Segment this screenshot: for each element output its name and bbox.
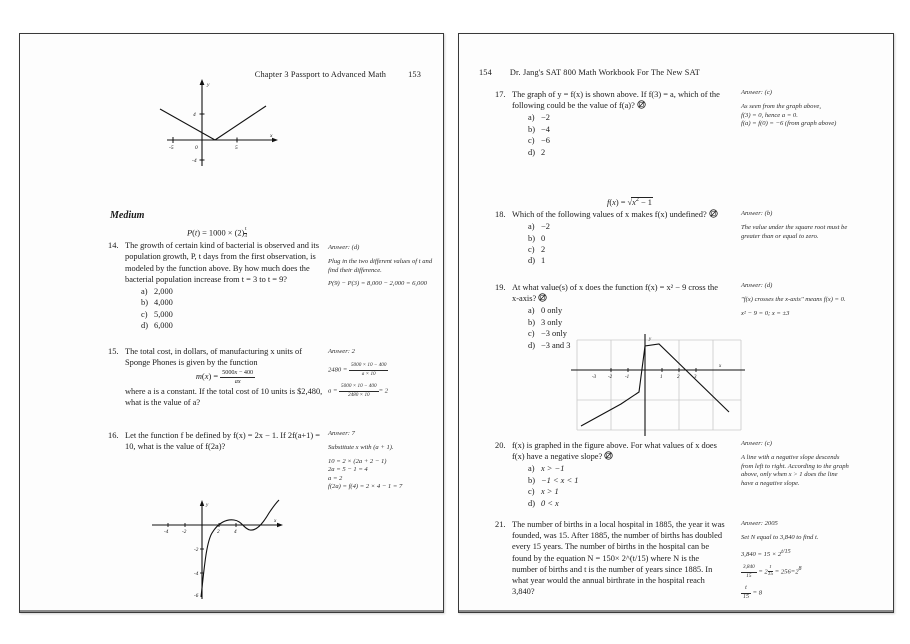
answer-19-label: Answer: (d): [741, 282, 773, 289]
answer-17: [741, 89, 849, 129]
q18-stem: [512, 209, 725, 220]
q14-option-d-text: 6,000: [154, 321, 173, 331]
answer-17-explanation-1: As seen from the graph above,: [741, 103, 821, 111]
answer-15: [328, 348, 436, 404]
section-label-medium: Medium: [110, 210, 145, 221]
svg-text:y: y: [649, 337, 652, 342]
svg-text:y: y: [206, 502, 209, 508]
q19-option-b[interactable]: [528, 317, 725, 328]
left-chapter-title: Chapter 3 Passport to Advanced Math: [254, 70, 387, 79]
svg-text:0: 0: [195, 145, 198, 151]
q20-stem: [512, 440, 725, 462]
svg-text:x: x: [719, 364, 722, 369]
q19-option-d-letter: d): [528, 340, 535, 350]
svg-text:3: 3: [694, 375, 697, 380]
q18-option-b-text: 0: [541, 233, 546, 243]
q18-option-c-text: 2: [541, 245, 546, 255]
q19-stem-text: At what value(s) of x does the function f(x) = x² − 9 cross the x-axis?: [512, 283, 718, 304]
q18-option-a-text: −2: [541, 222, 550, 232]
q17-number: 17.: [495, 90, 506, 99]
q16-stem: Let the function f be defined by f(x) = 2x − 1. If 2f(a+1) = 10, what is the value of f(2a)?: [125, 431, 320, 452]
q14-number: 14.: [108, 241, 119, 251]
answer-21-label: Answer: 2005: [741, 520, 778, 527]
q20-option-a[interactable]: [528, 463, 725, 474]
q20-option-a-letter: a): [528, 464, 535, 474]
answer-20-explanation-1: A line with a negative slope descends from left to right. According to the graph above, only when x > 1 does the line have a negative slope.: [741, 454, 849, 487]
answer-14-explanation-2: P(9) − P(3) = 8,000 − 2,000 = 6,000: [328, 280, 427, 288]
svg-text:-1: -1: [625, 375, 630, 380]
q17-option-b[interactable]: [528, 124, 725, 135]
answer-16-explanation-1: Substitute x with (a + 1).: [328, 444, 394, 452]
q14-option-b[interactable]: [141, 297, 326, 308]
q19-number: 19.: [495, 283, 506, 292]
answer-18: [741, 210, 849, 246]
q14-option-c-letter: c): [141, 309, 148, 319]
left-folio: 153: [408, 70, 421, 79]
no-calculator-icon: [709, 209, 718, 218]
answer-16-explanation-3: 2a = 5 − 1 = 4: [328, 466, 368, 474]
svg-text:-4: -4: [164, 529, 169, 535]
answer-18-explanation-1: The value under the square root must be greater than or equal to zero.: [741, 224, 848, 240]
q17-option-c[interactable]: [528, 135, 725, 146]
q18-option-b[interactable]: [528, 233, 725, 244]
q17-option-c-text: −6: [541, 136, 550, 146]
q20-option-b[interactable]: [528, 475, 725, 486]
q14-option-a[interactable]: [141, 286, 326, 297]
answer-14-label: Answer: (d): [328, 244, 360, 251]
q21-stem: The number of births in a local hospital in 1885, the year it was founded, was 15. After 1885, the number of births has doubled every 15 years. The number of births in the hospital can be found by the equation N = 150× 2^(t/15) where N is the number of births and t is the number of years since 1885. In what year would the annual birthrate in the hospital reach 3,840?: [512, 520, 725, 597]
q20-stem-text: f(x) is graphed in the figure above. For what values of x does f(x) have a negative slope?: [512, 441, 717, 462]
answer-17-explanation-3: f(a) = f(0) = −6 (from graph above): [741, 120, 837, 128]
q17-option-b-text: −4: [541, 124, 550, 134]
answer-15-label: Answer: 2: [328, 348, 355, 355]
q17-stem-text: The graph of y = f(x) is shown above. If f(3) = a, which of the following could be the value of f(a)?: [512, 90, 720, 111]
no-calculator-icon: [637, 100, 646, 109]
q19-stem: [512, 282, 725, 304]
q14-option-d[interactable]: [141, 320, 326, 331]
q15-number: 15.: [108, 347, 119, 356]
svg-text:4: 4: [193, 112, 196, 118]
svg-text:x: x: [270, 133, 273, 139]
answer-17-label: Answer: (c): [741, 89, 772, 96]
q18-option-d-text: 1: [541, 256, 546, 266]
answer-21-explanation-2: 3,840 = 15 × 2t/15: [741, 548, 791, 558]
right-book-title: Dr. Jang's SAT 800 Math Workbook For The New SAT: [509, 68, 701, 77]
q20-option-a-text: x > −1: [541, 464, 565, 474]
svg-text:5: 5: [235, 145, 238, 151]
q19-option-a-letter: a): [528, 306, 535, 316]
q14-option-a-letter: a): [141, 287, 148, 296]
q18-option-c[interactable]: [528, 244, 725, 255]
q16-number: 16.: [108, 431, 119, 440]
answer-20-label: Answer: (c): [741, 440, 772, 447]
svg-text:-2: -2: [194, 547, 199, 553]
q14-option-b-text: 4,000: [154, 298, 173, 308]
answer-15-explanation-2: a = $\frac{5000 \times 10 - 400}{2480 \times 10}$ = 2: [328, 383, 388, 398]
q18-stem-text: Which of the following values of x makes f(x) undefined?: [512, 210, 707, 219]
svg-text:2: 2: [217, 529, 220, 535]
q15-stem-part1: The total cost, in dollars, of manufacturing x units of Sponge Phones is given by the function: [125, 347, 302, 368]
answer-16-explanation-5: f(2a) = f(4) = 2 × 4 − 1 = 7: [328, 483, 403, 491]
answer-19-explanation-2: x² − 9 = 0; x = ±3: [741, 309, 790, 317]
answer-19: [741, 282, 849, 323]
q14-options: [141, 286, 326, 332]
q17-option-c-letter: c): [528, 136, 535, 146]
q17-option-b-letter: b): [528, 124, 535, 134]
answer-19-explanation-1: "f(x) crosses the x-axis" means f(x) = 0.: [741, 296, 846, 304]
q17-stem: [512, 89, 725, 111]
q15-stem-part2: where a is a constant. If the total cost of 10 units is $2,480, what is the value of a?: [125, 387, 323, 408]
svg-text:y: y: [207, 82, 210, 88]
q21-number: 21.: [495, 520, 506, 529]
svg-text:-5: -5: [169, 145, 174, 151]
q17-option-d-text: 2: [541, 147, 546, 157]
q18-option-c-letter: c): [528, 245, 535, 255]
q20-option-c[interactable]: [528, 486, 725, 497]
q20-option-d[interactable]: [528, 498, 725, 509]
q14-option-c[interactable]: [141, 309, 326, 320]
q19-option-a[interactable]: [528, 305, 725, 316]
figure-absolute-value-v-graph: [153, 76, 283, 176]
q20-option-d-letter: d): [528, 498, 535, 508]
q17-option-d-letter: d): [528, 147, 535, 157]
question-20: [495, 440, 725, 509]
svg-text:-2: -2: [608, 375, 613, 380]
q17-option-d[interactable]: [528, 147, 725, 158]
answer-14-explanation-1: Plug in the two different values of t and find their difference.: [328, 258, 433, 274]
no-calculator-icon: [538, 293, 547, 302]
svg-text:-2: -2: [182, 529, 187, 535]
q18-number: 18.: [495, 210, 506, 219]
q14-option-c-text: 5,000: [154, 309, 173, 319]
q19-option-a-text: 0 only: [541, 306, 563, 316]
q18-option-d-letter: d): [528, 256, 535, 266]
answer-20: [741, 440, 849, 493]
question-14: [108, 226, 326, 332]
q20-options: [528, 463, 725, 509]
question-18: [495, 194, 725, 267]
answer-16: [328, 430, 436, 491]
q18-option-b-letter: b): [528, 233, 535, 243]
question-16: [108, 430, 326, 452]
answer-16-explanation-4: a = 2: [328, 474, 343, 482]
question-15: [108, 346, 326, 409]
svg-text:-4: -4: [194, 571, 199, 577]
svg-text:2: 2: [677, 375, 680, 380]
q18-display-formula: $f(x) = √x^2 - 1$: [607, 197, 652, 207]
right-page: [458, 33, 894, 613]
question-17: [495, 89, 725, 158]
q17-option-a-letter: a): [528, 113, 535, 123]
svg-text:-6: -6: [194, 593, 199, 599]
left-page: [19, 33, 444, 613]
q17-option-a-text: −2: [541, 113, 550, 123]
q14-stem: The growth of certain kind of bacterial is observed and its population growth, P, t days from the first observation, is modeled by the function above. By how much does the bacterial population increase from t = 3 to t = 9?: [125, 241, 319, 284]
svg-text:x: x: [274, 518, 277, 524]
q17-options: [528, 112, 725, 158]
answer-17-explanation-2: f(3) = 0, hence a = 0.: [741, 111, 798, 119]
answer-14: [328, 244, 436, 294]
q20-option-b-letter: b): [528, 475, 535, 485]
q18-option-d[interactable]: [528, 255, 725, 266]
q18-options: [528, 221, 725, 267]
answer-16-explanation-2: 10 = 2 × (2a + 2 − 1): [328, 457, 387, 465]
q19-option-b-letter: b): [528, 317, 535, 327]
q20-option-c-letter: c): [528, 487, 535, 497]
svg-text:-4: -4: [192, 158, 197, 164]
question-21: [495, 519, 725, 597]
answer-15-explanation-1: 2480 = $\frac{5000 \times 10 - 400}{a \times 10}$: [328, 362, 387, 377]
q19-option-d-text: −3 and 3: [541, 340, 571, 350]
q20-option-c-text: x > 1: [541, 487, 559, 497]
q19-option-c-text: −3 only: [541, 329, 567, 339]
answer-16-label: Answer: 7: [328, 430, 355, 437]
q18-option-a-letter: a): [528, 222, 535, 232]
q14-option-b-letter: b): [141, 298, 148, 308]
answer-21: [741, 520, 849, 606]
q14-option-a-text: 2,000: [154, 287, 173, 296]
answer-21-explanation-4: $\frac{t}{15}$ = 8: [743, 585, 763, 600]
q17-option-a[interactable]: [528, 112, 725, 123]
q19-option-c-letter: c): [528, 329, 535, 339]
q20-number: 20.: [495, 441, 506, 450]
q14-display-formula: P(t) = 1000 × (2) $\frac{t}{3}$: [186, 226, 248, 239]
svg-text:4: 4: [234, 529, 237, 535]
no-calculator-icon: [604, 451, 613, 460]
q19-option-b-text: 3 only: [541, 317, 563, 327]
answer-21-explanation-1: Set N equal to 3,840 to find t.: [741, 534, 819, 542]
svg-text:1: 1: [660, 375, 663, 380]
q20-option-d-text: 0 < x: [541, 498, 559, 508]
right-folio: 154: [479, 68, 492, 77]
answer-21-explanation-3: $\frac{3,840}{15}$ = 2 $\frac{t}{15} = 256=28$: [743, 564, 802, 579]
q20-option-b-text: −1 < x < 1: [541, 475, 579, 485]
figure-cubic-polynomial-graph: [138, 489, 318, 613]
figure-piecewise-line-graph: [559, 332, 749, 445]
right-running-head: [479, 68, 700, 77]
q18-option-a[interactable]: [528, 221, 725, 232]
svg-text:-3: -3: [592, 375, 597, 380]
answer-18-label: Answer: (b): [741, 210, 773, 217]
q15-display-formula: m(x) = $\frac{5000x - 400}{ax}$: [195, 369, 254, 385]
q14-option-d-letter: d): [141, 321, 148, 331]
